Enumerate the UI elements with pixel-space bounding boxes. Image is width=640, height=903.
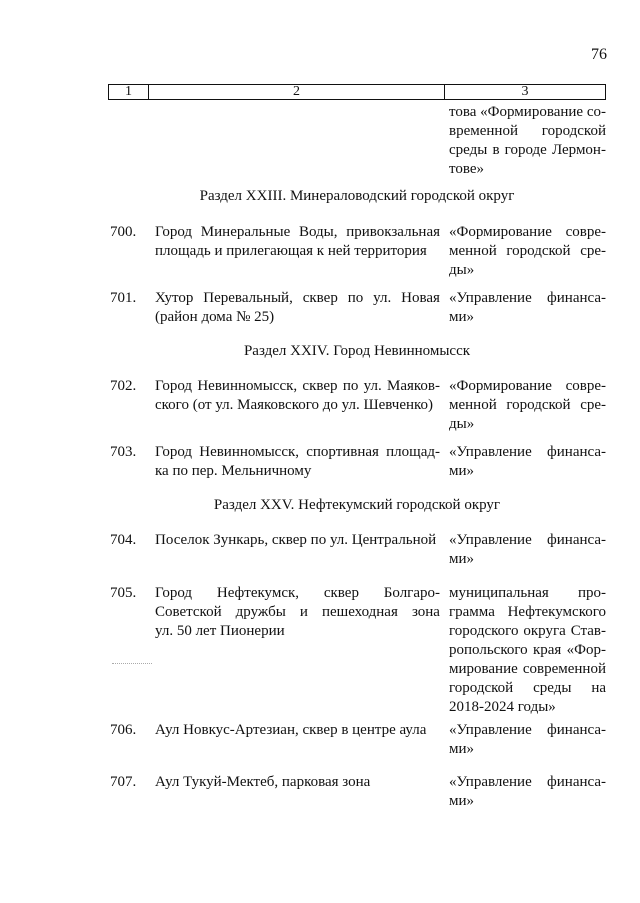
row-number: 703.: [110, 444, 137, 460]
row-program: «Управление финанса- ми»: [449, 444, 606, 479]
row-location: Аул Новкус-Артезиан, сквер в центре аула: [155, 722, 427, 738]
row-program: «Формирование совре- менной городской сре- ды»: [449, 378, 606, 432]
row-program: «Управление финанса- ми»: [449, 722, 606, 757]
section-heading-25: Раздел XXV. Нефтекумский городской округ: [213, 497, 501, 513]
table-header: [108, 84, 606, 100]
continuation-text: това «Формирование со- временной городской среды в городе Лермон- тове»: [449, 104, 606, 177]
row-program: «Управление финанса- ми»: [449, 532, 606, 567]
row-number: 707.: [110, 774, 137, 790]
section-heading-23: Раздел XXIII. Минераловодский городской округ: [199, 188, 515, 204]
row-number: 705.: [110, 585, 137, 601]
row-location: Аул Тукуй-Мектеб, парковая зона: [155, 774, 371, 790]
row-location: Город Минеральные Воды, привокзальная площадь и прилегающая к ней территория: [155, 224, 440, 259]
margin-mark: [112, 663, 152, 664]
row-program: «Формирование совре- менной городской сре- ды»: [449, 224, 606, 278]
section-heading-24: Раздел XXIV. Город Невинномысск: [243, 343, 471, 359]
row-location: Хутор Перевальный, сквер по ул. Новая (район дома № 25): [155, 290, 440, 325]
row-location: Город Невинномысск, спортивная площад- ка по пер. Мельничному: [155, 444, 440, 479]
header-col-3: 3: [521, 84, 529, 99]
row-program: «Управление финанса- ми»: [449, 774, 606, 809]
row-program: «Управление финанса- ми»: [449, 290, 606, 325]
row-number: 700.: [110, 224, 137, 240]
header-col-2: 2: [149, 85, 445, 99]
row-number: 706.: [110, 722, 137, 738]
row-location: Поселок Зункарь, сквер по ул. Центральной: [155, 532, 437, 548]
row-number: 702.: [110, 378, 137, 394]
row-location: Город Нефтекумск, сквер Болгаро- Советской дружбы и пешеходная зона ул. 50 лет Пионерии: [155, 585, 440, 639]
page-number: 76: [591, 46, 607, 63]
header-col-1: 1: [109, 85, 149, 99]
row-location: Город Невинномысск, сквер по ул. Маяков- ского (от ул. Маяковского до ул. Шевченко): [155, 378, 440, 413]
row-number: 704.: [110, 532, 137, 548]
row-program: муниципальная про- грамма Нефтекумского городского округа Став- ропольского края «Фор- мирование современной городской среды на 2018-2024 годы»: [449, 585, 606, 715]
row-number: 701.: [110, 290, 137, 306]
